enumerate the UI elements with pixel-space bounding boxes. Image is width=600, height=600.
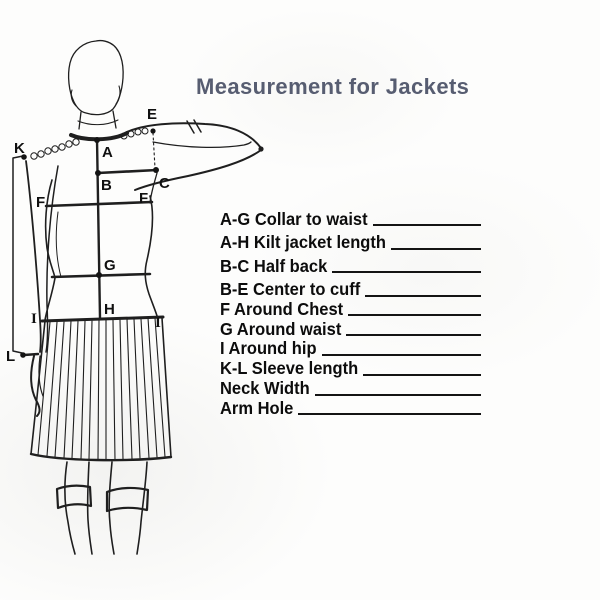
fill-in-line [332, 271, 481, 273]
point-label-I-left: I [31, 311, 37, 327]
measurement-lines [42, 133, 163, 321]
point-label-F-left: F [36, 194, 46, 211]
measurement-row [220, 398, 481, 418]
point-label-H: H [104, 301, 115, 318]
figure-legs [57, 462, 148, 554]
measurement-row [220, 318, 481, 338]
measurement-label: G Around waist [220, 320, 342, 340]
measurement-label: Arm Hole [220, 399, 294, 419]
measurement-row [220, 275, 481, 298]
measurement-row [220, 252, 481, 275]
fill-in-line [315, 394, 481, 396]
measurement-label: A-G Collar to waist [220, 210, 368, 230]
measurement-label: B-C Half back [220, 257, 328, 277]
fill-in-line [365, 295, 481, 297]
point-label-G: G [104, 257, 116, 274]
measurement-row [220, 358, 481, 378]
measurement-label: Neck Width [220, 379, 310, 399]
measurement-label: B-E Center to cuff [220, 280, 361, 300]
fill-in-line [391, 248, 481, 250]
point-labels [6, 106, 170, 365]
fill-in-line [373, 224, 481, 226]
measurement-row [220, 378, 481, 398]
measurement-label: F Around Chest [220, 300, 344, 320]
point-label-F-right: F [139, 190, 149, 207]
measurement-row [220, 228, 481, 251]
point-label-L: L [6, 348, 16, 365]
measurement-row [220, 338, 481, 358]
measurement-row [220, 299, 481, 319]
point-label-E: E [147, 106, 158, 123]
measurement-label: A-H Kilt jacket length [220, 233, 386, 253]
shoulder-braid [31, 128, 148, 159]
fill-in-line [322, 354, 481, 356]
point-label-A: A [102, 144, 113, 161]
page-title: Measurement for Jackets [196, 74, 470, 99]
fill-in-line [298, 413, 481, 415]
fill-in-line [346, 334, 481, 336]
figure-head [69, 41, 124, 129]
point-label-K: K [14, 140, 25, 157]
measurement-row [220, 205, 481, 228]
figure-kilt [31, 318, 171, 460]
measurement-list [220, 205, 481, 417]
point-label-B: B [101, 177, 112, 194]
fill-in-line [348, 314, 481, 316]
fill-in-line [363, 374, 481, 376]
measurement-label: I Around hip [220, 340, 317, 359]
measurement-label: K-L Sleeve length [220, 359, 359, 379]
point-label-I-right: I [155, 315, 161, 331]
point-label-C: C [159, 175, 170, 192]
